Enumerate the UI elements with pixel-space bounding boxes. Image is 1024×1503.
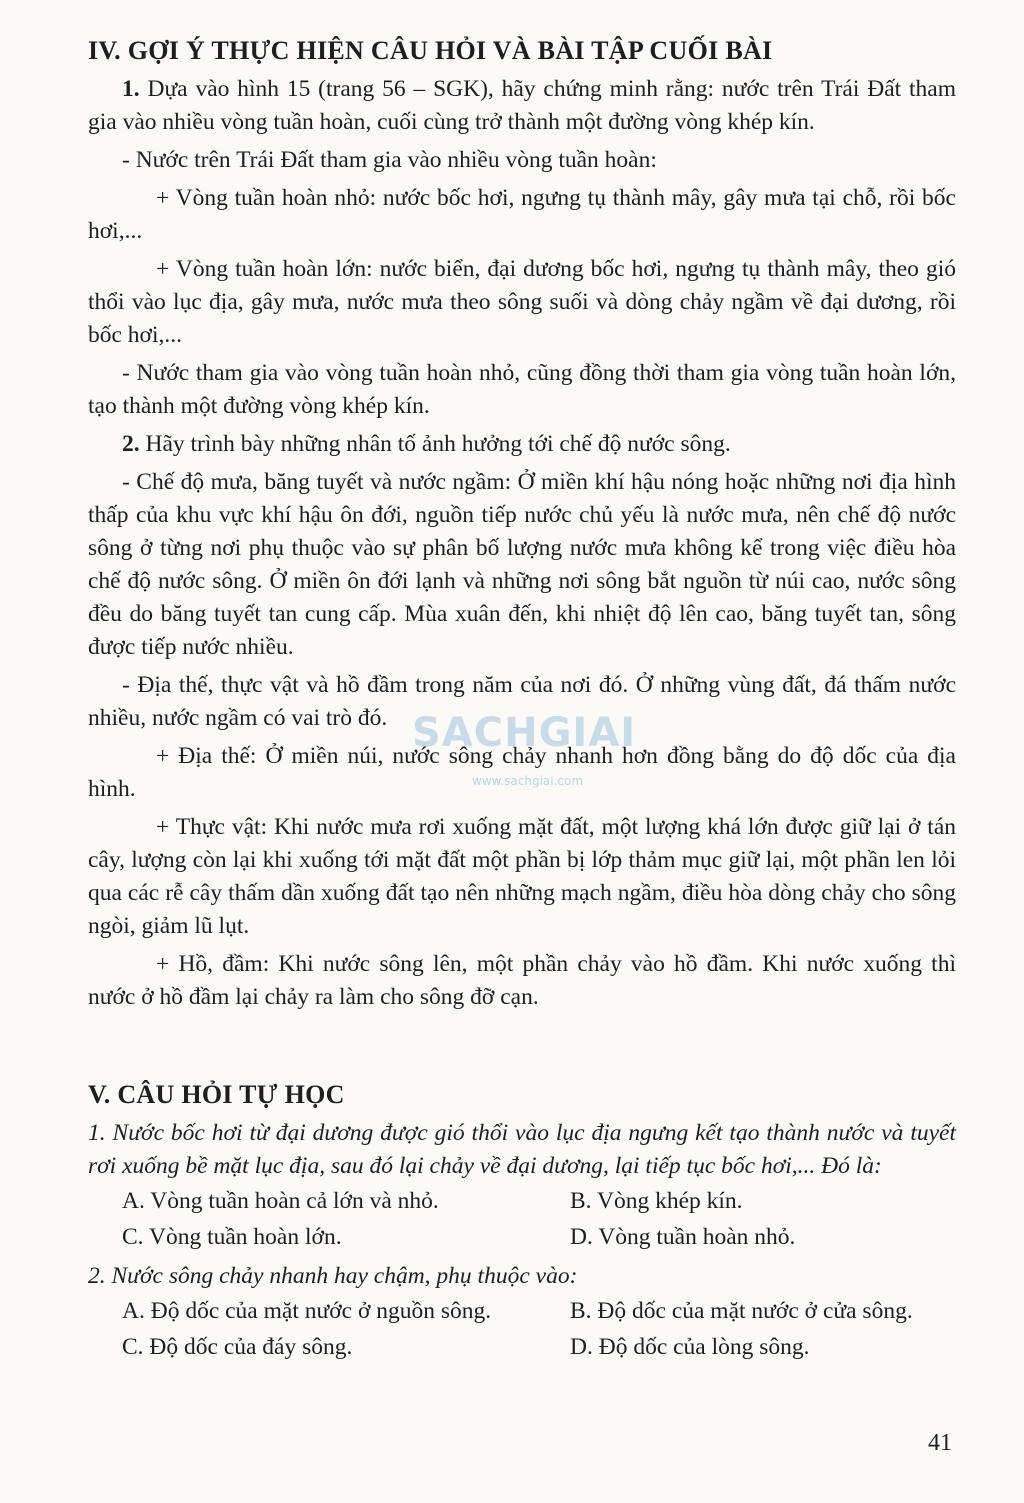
question-2-option-b: B. Độ dốc của mặt nước ở cửa sông.: [570, 1298, 913, 1324]
self-study-question-1: 1. Nước bốc hơi từ đại dương được gió thổi vào lục địa ngưng kết tạo thành nước và tuyết rơi xuống bề mặt lục địa, sau đó lại chảy về đại dương, lại tiếp tục bốc hơi,... Đó là:: [88, 1120, 956, 1179]
section-v: [88, 1078, 956, 1365]
question-2-options-row-2: [88, 1329, 956, 1365]
page-number: 41: [928, 1430, 952, 1456]
answer-1-line-2: + Vòng tuần hoàn nhỏ: nước bốc hơi, ngưng tụ thành mây, gây mưa tại chỗ, rồi bốc hơi,...: [88, 185, 956, 244]
question-1-option-b: B. Vòng khép kín.: [570, 1188, 743, 1214]
question-1-text: Dựa vào hình 15 (trang 56 – SGK), hãy chứng minh rằng: nước trên Trái Đất tham gia vào nhiều vòng tuần hoàn, cuối cùng trở thành một đường vòng khép kín.: [88, 76, 956, 135]
question-1-option-a: A. Vòng tuần hoàn cả lớn và nhỏ.: [122, 1188, 439, 1214]
question-1-number: 1.: [122, 76, 140, 102]
answer-1-line-4: - Nước tham gia vào vòng tuần hoàn nhỏ, cũng đồng thời tham gia vòng tuần hoàn lớn, tạo thành một đường vòng khép kín.: [88, 360, 956, 419]
answer-2-line-2: - Địa thế, thực vật và hồ đầm trong năm của nơi đó. Ở những vùng đất, đá thấm nước nhiều, nước ngầm có vai trò đó.: [88, 672, 956, 731]
question-2-option-d: D. Độ dốc của lòng sông.: [570, 1334, 810, 1360]
question-1-option-c: C. Vòng tuần hoàn lớn.: [122, 1224, 342, 1250]
watermark-brand: SACHGIAI: [412, 710, 637, 756]
answer-2-line-1: - Chế độ mưa, băng tuyết và nước ngầm: Ở miền khí hậu nóng hoặc những nơi địa hình thấp của khu vực khí hậu ôn đới, nguồn tiếp nước chủ yếu là nước mưa, nên chế độ nước sông ở từng nơi phụ thuộc vào sự phân bố lượng nước mưa không kể trong việc điều hòa chế độ nước sông. Ở miền ôn đới lạnh và những nơi sông bắt nguồn từ núi cao, nước sông đều do băng tuyết tan cung cấp. Mùa xuân đến, khi nhiệt độ lên cao, băng tuyết tan, sông được tiếp nước nhiều.: [88, 469, 956, 660]
question-1-options-row-2: [88, 1219, 956, 1255]
question-2-text: Hãy trình bày những nhân tố ảnh hưởng tới chế độ nước sông.: [139, 431, 731, 457]
self-study-question-2: 2. Nước sông chảy nhanh hay chậm, phụ thuộc vào:: [88, 1263, 578, 1289]
answer-1-line-1: - Nước trên Trái Đất tham gia vào nhiều vòng tuần hoàn:: [122, 147, 657, 173]
question-2: [88, 428, 956, 461]
question-1-options-row-1: [88, 1183, 956, 1219]
section-iv: [88, 34, 956, 1014]
question-1: [88, 73, 956, 139]
answer-2-line-3: + Địa thế: Ở miền núi, nước sông chảy nhanh hơn đồng bằng do độ dốc của địa hình.: [88, 743, 956, 802]
question-2-option-a: A. Độ dốc của mặt nước ở nguồn sông.: [122, 1298, 492, 1324]
question-2-number: 2.: [122, 431, 140, 457]
section-v-heading: V. CÂU HỎI TỰ HỌC: [88, 1080, 345, 1109]
question-1-option-d: D. Vòng tuần hoàn nhỏ.: [570, 1224, 796, 1250]
answer-2-line-5: + Hồ, đầm: Khi nước sông lên, một phần chảy vào hồ đầm. Khi nước xuống thì nước ở hồ đầm lại chảy ra làm cho sông đỡ cạn.: [88, 951, 956, 1010]
answer-1-line-3: + Vòng tuần hoàn lớn: nước biển, đại dương bốc hơi, ngưng tụ thành mây, theo gió thổi vào lục địa, gây mưa, nước mưa theo sông suối và dòng chảy ngầm về đại dương, rồi bốc hơi,...: [88, 256, 956, 348]
question-2-options-row-1: [88, 1293, 956, 1329]
section-iv-heading: IV. GỢI Ý THỰC HIỆN CÂU HỎI VÀ BÀI TẬP CUỐI BÀI: [88, 36, 773, 65]
watermark-url: www.sachgiai.com: [472, 774, 584, 788]
answer-2-line-4: + Thực vật: Khi nước mưa rơi xuống mặt đất, một lượng khá lớn được giữ lại ở tán cây, lượng còn lại khi xuống tới mặt đất một phần bị lớp thảm mục giữ lại, một phần len lỏi qua các rễ cây thấm dần xuống đất tạo nên những mạch ngầm, điều hòa dòng chảy cho sông ngòi, giảm lũ lụt.: [88, 814, 956, 939]
question-2-option-c: C. Độ dốc của đáy sông.: [122, 1334, 353, 1360]
